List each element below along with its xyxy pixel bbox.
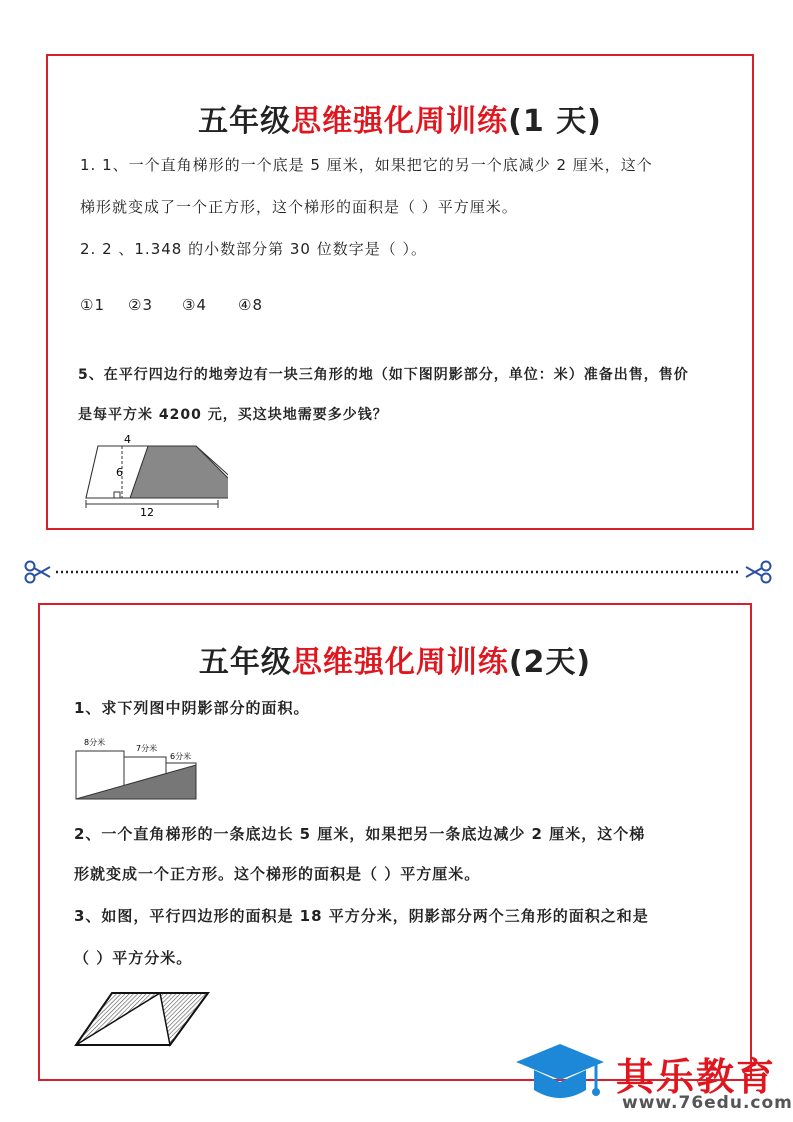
day1-title xyxy=(48,96,752,140)
label-a: 8分米 xyxy=(84,738,106,747)
day2-squares-figure xyxy=(74,735,204,805)
day1-q2-option-2: ②3 xyxy=(128,296,153,314)
day1-title-suffix: (1 天) xyxy=(508,104,602,139)
day1-q2-option-3: ③4 xyxy=(182,296,207,314)
day1-q1-line2: 梯形就变成了一个正方形，这个梯形的面积是（ ）平方厘米。 xyxy=(80,198,518,216)
logo-url: www.76edu.com xyxy=(622,1093,793,1113)
label-base: 12 xyxy=(140,506,154,518)
day2-q3-line2: （ ）平方分米。 xyxy=(74,949,193,967)
scissors-icon xyxy=(746,562,771,583)
day2-title-grade: 五年级 xyxy=(198,645,292,680)
cut-line xyxy=(22,555,774,585)
label-c: 6分米 xyxy=(170,752,192,761)
day2-title-suffix: (2天) xyxy=(508,645,592,680)
label-height: 6 xyxy=(116,466,123,479)
shaded-triangle-left xyxy=(76,993,160,1045)
label-b: 7分米 xyxy=(136,744,158,753)
day1-trapezoid-figure xyxy=(78,434,228,518)
graduation-cap-icon xyxy=(512,1040,608,1112)
scissors-icon xyxy=(26,562,51,583)
day2-q1: 1、求下列图中阴影部分的面积。 xyxy=(74,699,310,717)
day2-q2-line1: 2、一个直角梯形的一条底边长 5 厘米，如果把另一条底边减少 2 厘米，这个梯 xyxy=(74,825,646,843)
day2-card xyxy=(38,603,752,1081)
day1-title-highlight: 思维强化周训练 xyxy=(291,104,509,139)
shaded-triangle xyxy=(76,765,196,799)
label-top: 4 xyxy=(124,434,131,446)
day2-q2-line2: 形就变成一个正方形。这个梯形的面积是（ ）平方厘米。 xyxy=(74,865,481,883)
day1-q5-line1: 5、在平行四边行的地旁边有一块三角形的地（如下图阴影部分，单位：米）准备出售，售价 xyxy=(78,367,689,383)
day2-title xyxy=(40,637,750,681)
day1-card xyxy=(46,54,754,530)
day1-q2-option-4: ④8 xyxy=(238,296,263,314)
logo-name: 其乐教育 xyxy=(616,1055,777,1099)
day1-title-grade: 五年级 xyxy=(198,104,292,139)
day1-q2-option-1: ①1 xyxy=(80,296,105,314)
day1-q5-line2: 是每平方米 4200 元，买这块地需要多少钱？ xyxy=(78,407,388,423)
day1-q2-line1: 2. 2 、1.348 的小数部分第 30 位数字是（ ）。 xyxy=(80,240,427,258)
day1-q1-line1: 1. 1、一个直角梯形的一个底是 5 厘米，如果把它的另一个底减少 2 厘米，这个 xyxy=(80,156,653,174)
day2-parallelogram-figure xyxy=(72,987,212,1049)
shaded-triangle-right xyxy=(160,993,208,1045)
day2-q3-line1: 3、如图，平行四边形的面积是 18 平方分米，阴影部分两个三角形的面积之和是 xyxy=(74,907,649,925)
day2-title-highlight: 思维强化周训练 xyxy=(291,645,509,680)
